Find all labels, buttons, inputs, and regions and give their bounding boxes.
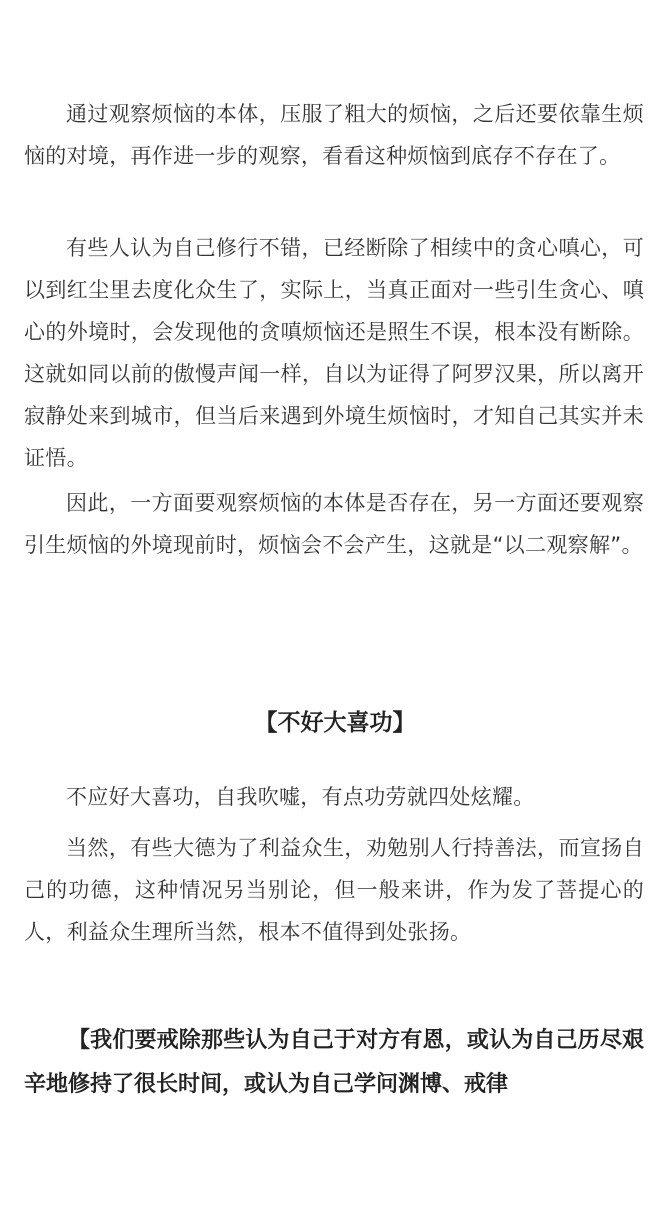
- paragraph-two-observations: 因此，一方面要观察烦恼的本体是否存在，另一方面还要观察引生烦恼的外境现前时，烦恼会不会产生，这就是“以二观察解”。: [24, 491, 644, 557]
- bold-quote-paragraph: 【我们要戒除那些认为自己于对方有恩，或认为自己历尽艰辛地修持了很长时间，或认为自己学问渊博、戒律: [24, 1027, 644, 1097]
- paragraph-no-boasting: 不应好大喜功，自我吹嘘，有点功劳就四处炫耀。: [66, 785, 535, 809]
- paragraph-observe-afflictions: 通过观察烦恼的本体，压服了粗大的烦恼，之后还要依靠生烦恼的对境，再作进一步的观察，看看这种烦恼到底存不存在了。: [24, 102, 644, 168]
- paragraph-great-masters: 当然，有些大德为了利益众生，劝勉别人行持善法，而宣扬自己的功德，这种情况另当别论，但一般来讲，作为发了菩提心的人，利益众生理所当然，根本不值得到处张扬。: [24, 836, 644, 944]
- paragraph-arrogant-practitioners: 有些人认为自己修行不错，已经断除了相续中的贪心嗔心，可以到红尘里去度化众生了，实际上，当真正面对一些引生贪心、嗔心的外境时，会发现他的贪嗔烦恼还是照生不误，根本没有断除。这就如同以前的傲慢声闻一样，自以为证得了阿罗汉果，所以离开寂静处来到城市，但当后来遇到外境生烦恼时，才知自己其实并未证悟。: [24, 236, 644, 470]
- section-heading: 【不好大喜功】: [254, 709, 416, 736]
